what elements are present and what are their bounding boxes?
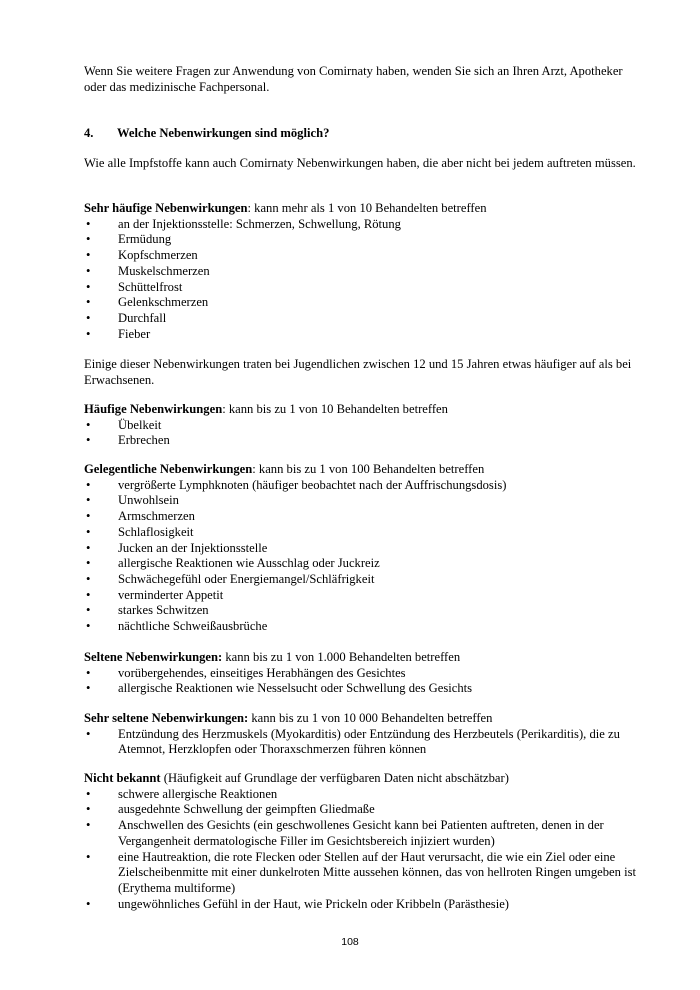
heading-title: Welche Nebenwirkungen sind möglich? (117, 126, 330, 140)
adolescent-note: Einige dieser Nebenwirkungen traten bei Jugendlichen zwischen 12 und 15 Jahren etwas häufiger auf als bei Erwachsenen. (84, 357, 632, 387)
section-heading (84, 126, 644, 142)
list-item: • Ermüdung (86, 232, 172, 247)
section-very-common (84, 201, 644, 342)
list-item: • Muskelschmerzen (86, 263, 210, 278)
section-title: Sehr häufige Nebenwirkungen: kann mehr als 1 von 10 Behandelten betreffen (84, 201, 487, 215)
list-item: • Durchfall (86, 310, 167, 325)
section-title: Seltene Nebenwirkungen: kann bis zu 1 von 1.000 Behandelten betreffen (84, 650, 461, 664)
list-item: • schwere allergische Reaktionen (86, 786, 278, 801)
section-title: Häufige Nebenwirkungen: kann bis zu 1 von 10 Behandelten betreffen (84, 402, 448, 416)
list-item: • allergische Reaktionen wie Nesselsucht oder Schwellung des Gesichts (86, 681, 473, 696)
side-effect-list (84, 418, 644, 449)
intro-paragraph: Wenn Sie weitere Fragen zur Anwendung von Comirnaty haben, wenden Sie sich an Ihren Arzt, Apotheker oder das medizinische Fachpersonal. (84, 64, 623, 94)
list-item: • Erbrechen (86, 433, 170, 448)
section-unknown (84, 771, 644, 912)
side-effect-list (84, 787, 644, 913)
side-effect-list (84, 217, 644, 343)
list-item: • Entzündung des Herzmuskels (Myokarditis) oder Entzündung des Herzbeutels (Perikarditis), die zu Atemnot, Herzklopfen oder Thoraxschmerzen führen können (86, 726, 620, 757)
list-item: • Schüttelfrost (86, 279, 183, 294)
section-rare (84, 650, 644, 697)
side-effect-list (84, 478, 644, 635)
list-item: • nächtliche Schweißausbrüche (86, 619, 268, 634)
list-item: • Kopfschmerzen (86, 248, 198, 263)
heading-number: 4. (84, 126, 94, 140)
list-item: • Armschmerzen (86, 509, 195, 524)
list-item: • ausgedehnte Schwellung der geimpften Gliedmaße (86, 802, 375, 817)
list-item: • verminderter Appetit (86, 587, 224, 602)
list-item: • vergrößerte Lymphknoten (häufiger beobachtet nach der Auffrischungsdosis) (86, 477, 507, 492)
list-item: • Jucken an der Injektionsstelle (86, 540, 268, 555)
list-item: • Anschwellen des Gesichts (ein geschwollenes Gesicht kann bei Patienten auftreten, denen in der Vergangenheit dermatologische Filler im Gesichtsbereich injiziert wurden) (86, 818, 604, 848)
list-item: • Unwohlsein (86, 493, 179, 508)
list-item: • eine Hautreaktion, die rote Flecken oder Stellen auf der Haut verursacht, die wie ein Ziel oder eine Zielscheibenmitte mit einer dunkelroten Mitte aussehen können, das von hellroten Ringen umgeben ist (Erythema multiforme) (86, 849, 636, 895)
list-item: • Gelenkschmerzen (86, 295, 209, 310)
section-title: Gelegentliche Nebenwirkungen: kann bis zu 1 von 100 Behandelten betreffen (84, 462, 485, 476)
list-item: • an der Injektionsstelle: Schmerzen, Schwellung, Rötung (86, 216, 401, 231)
list-item: • Schwächegefühl oder Energiemangel/Schläfrigkeit (86, 571, 375, 586)
page-number: 108 (341, 936, 359, 948)
list-item: • vorübergehendes, einseitiges Herabhängen des Gesichtes (86, 665, 406, 680)
lead-paragraph: Wie alle Impfstoffe kann auch Comirnaty Nebenwirkungen haben, die aber nicht bei jedem auftreten müssen. (84, 156, 636, 170)
list-item: • Fieber (86, 326, 151, 341)
list-item: • Schlaflosigkeit (86, 524, 194, 539)
list-item: • allergische Reaktionen wie Ausschlag oder Juckreiz (86, 556, 380, 571)
section-title: Nicht bekannt (Häufigkeit auf Grundlage der verfügbaren Daten nicht abschätzbar) (84, 771, 509, 785)
section-uncommon (84, 462, 644, 635)
side-effect-list (84, 727, 644, 758)
list-item: • ungewöhnliches Gefühl in der Haut, wie Prickeln oder Kribbeln (Parästhesie) (86, 896, 509, 911)
list-item: • Übelkeit (86, 417, 162, 432)
section-title: Sehr seltene Nebenwirkungen: kann bis zu 1 von 10 000 Behandelten betreffen (84, 711, 493, 725)
section-very-rare (84, 711, 644, 758)
list-item: • starkes Schwitzen (86, 603, 209, 618)
section-common (84, 402, 644, 449)
side-effect-list (84, 666, 644, 697)
